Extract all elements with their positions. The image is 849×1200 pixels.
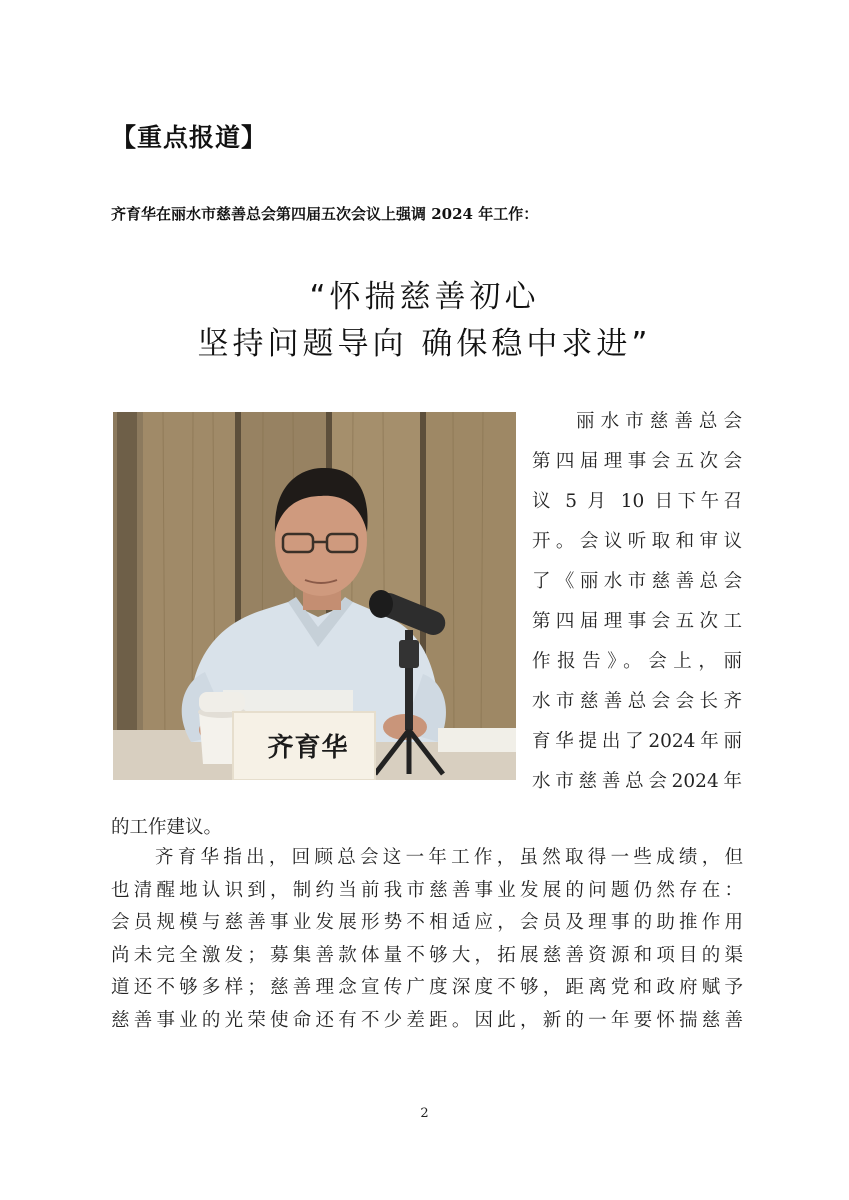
paragraph-1-line: 了《丽水市慈善总会 <box>532 571 742 592</box>
paragraph-1-line: 育华提出了2024年丽 <box>532 731 742 752</box>
section-tag: 【重点报道】 <box>111 123 268 152</box>
paragraph-1 <box>532 402 742 802</box>
page-number: 2 <box>420 1106 429 1121</box>
paragraph-1-line: 作报告》。会上，丽 <box>532 651 742 672</box>
paragraph-1-line: 第四届理事会五次工 <box>532 611 742 632</box>
paragraph-1-line: 水市慈善总会2024年 <box>532 771 742 792</box>
speaker-photo <box>113 412 516 780</box>
headline-line-2: 坚持问题导向 确保稳中求进” <box>197 326 652 362</box>
paragraph-1-line: 第四届理事会五次会 <box>532 451 742 472</box>
paragraph-1-line: 议 5 月 10 日下午召 <box>532 491 742 512</box>
paragraph-1-line: 开。会议听取和审议 <box>532 531 742 552</box>
paragraph-1-continuation: 的工作建议。 <box>111 817 223 838</box>
paragraph-1-line: 水市慈善总会会长齐 <box>532 691 742 712</box>
nameplate-label: 齐育华 <box>267 733 349 763</box>
paragraph-2-line: 尚未完全激发；募集善款体量不够大，拓展慈善资源和项目的渠 <box>111 944 743 966</box>
paragraph-2-line: 道还不够多样；慈善理念宣传广度深度不够，距离党和政府赋予 <box>111 977 743 998</box>
paragraph-1-line: 丽水市慈善总会 <box>576 411 742 432</box>
paragraph-2-line: 也清醒地认识到，制约当前我市慈善事业发展的问题仍然存在： <box>111 879 743 901</box>
paragraph-2 <box>111 842 743 1037</box>
paragraph-2-line: 慈善事业的光荣使命还有不少差距。因此，新的一年要怀揣慈善 <box>111 1009 743 1031</box>
headline-line-1: “怀揣慈善初心 <box>309 279 540 315</box>
paragraph-2-line: 会员规模与慈善事业发展形势不相适应，会员及理事的助推作用 <box>111 912 743 933</box>
paragraph-2-line: 齐育华指出，回顾总会这一年工作，虽然取得一些成绩，但 <box>155 847 743 868</box>
subheading: 齐育华在丽水市慈善总会第四届五次会议上强调 2024 年工作： <box>111 205 539 223</box>
